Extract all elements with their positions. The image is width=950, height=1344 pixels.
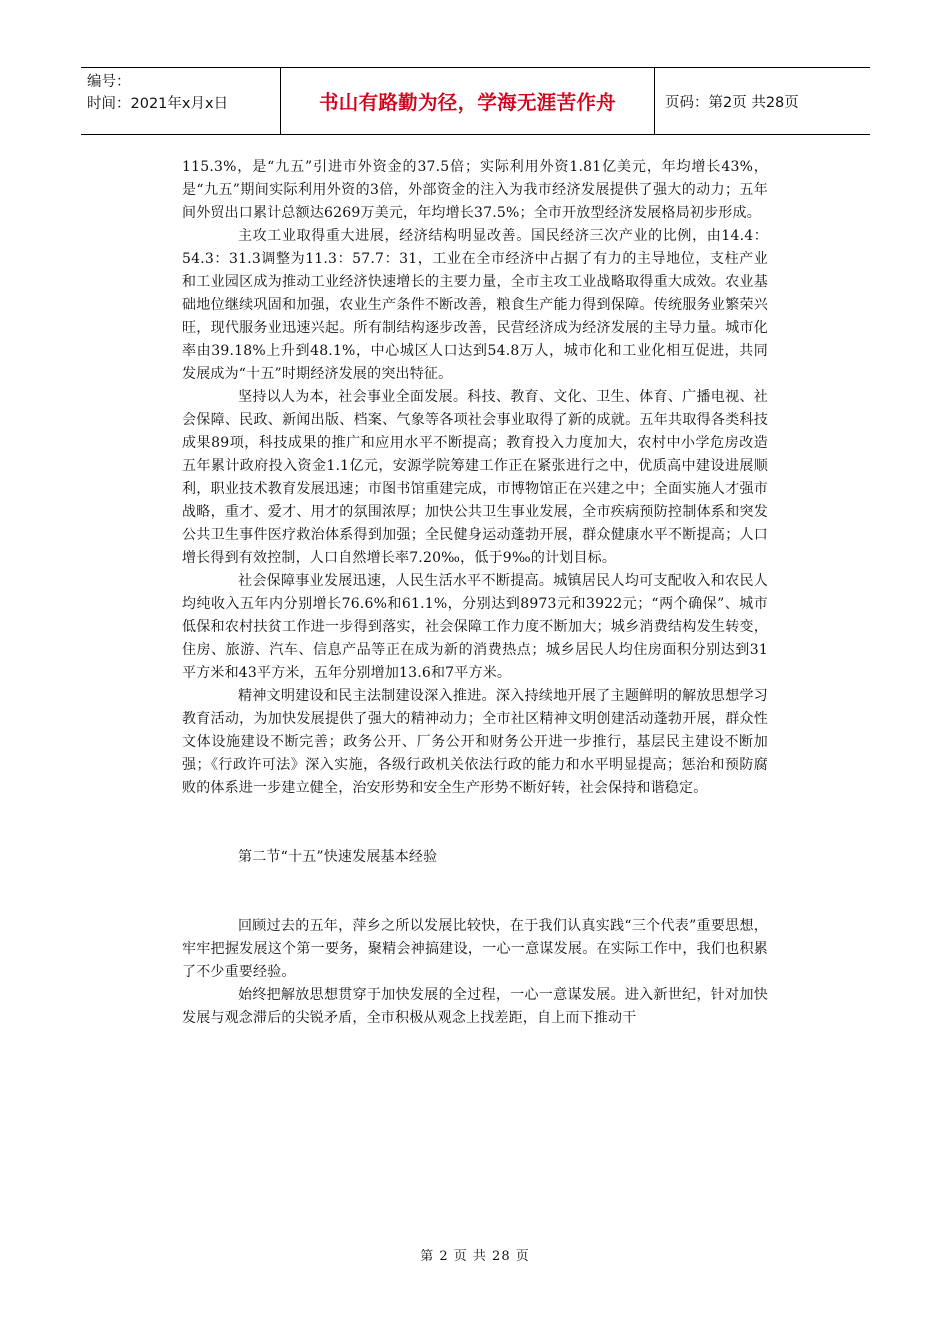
document-body [182,156,768,1030]
section-heading: 第二节“十五”快速发展基本经验 [238,849,438,865]
paragraph-5: 精神文明建设和民主法制建设深入推进。深入持续地开展了主题鲜明的解放思想学习教育活动，为加快发展提供了强大的精神动力；全市社区精神文明创建活动蓬勃开展，群众性文体设施建设不断完善；政务公开、厂务公开和财务公开进一步推行，基层民主建设不断加强；《行政许可法》深入实施，各级行政机关依法行政的能力和水平明显提高；惩治和预防腐败的体系进一步建立健全，治安形势和安全生产形势不断好转，社会保持和谐稳定。 [182,688,768,796]
paragraph-7: 始终把解放思想贯穿于加快发展的全过程，一心一意谋发展。进入新世纪，针对加快发展与观念滞后的尖锐矛盾，全市积极从观念上找差距，自上而下推动干 [182,987,768,1026]
paragraph-4: 社会保障事业发展迅速，人民生活水平不断提高。城镇居民人均可支配收入和农民人均纯收入五年内分别增长76.6%和61.1%，分别达到8973元和3922元；“两个确保”、城市低保和农村扶贫工作进一步得到落实，社会保障工作力度不断加大；城乡消费结构发生转变，住房、旅游、汽车、信息产品等正在成为新的消费热点；城乡居民人均住房面积分别达到31平方米和43平方米，五年分别增加13.6和7平方米。 [182,573,768,681]
paragraph-2: 主攻工业取得重大进展，经济结构明显改善。国民经济三次产业的比例，由14.4：54.3：31.3调整为11.3：57.7：31，工业在全市经济中占据了有力的主导地位，支柱产业和工业园区成为推动工业经济快速增长的主要力量，全市主攻工业战略取得重大成效。农业基础地位继续巩固和加强，农业生产条件不断改善，粮食生产能力得到保障。传统服务业繁荣兴旺，现代服务业迅速兴起。所有制结构逐步改善，民营经济成为经济发展的主导力量。城市化率由39.18%上升到48.1%，中心城区人口达到54.8万人，城市化和工业化相互促进，共同发展成为“十五”时期经济发展的突出特征。 [182,228,768,382]
serial-number-label: 编号： [87,74,131,90]
date-label: 时间：2021年x月x日 [87,96,229,112]
paragraph-6: 回顾过去的五年，萍乡之所以发展比较快，在于我们认真实践“三个代表”重要思想，牢牢把握发展这个第一要务，聚精会神搞建设，一心一意谋发展。在实际工作中，我们也积累了不少重要经验。 [182,918,768,980]
paragraph-1: 115.3%，是“九五”引进市外资金的37.5倍；实际利用外资1.81亿美元，年均增长43%，是“九五”期间实际利用外资的3倍，外部资金的注入为我市经济发展提供了强大的动力；五年间外贸出口累计总额达6269万美元，年均增长37.5%；全市开放型经济发展格局初步形成。 [182,159,768,221]
header-meta [81,68,281,134]
header-page-label: 页码：第2页 共28页 [665,94,799,111]
page-footer: 第 2 页 共 28 页 [420,1249,530,1264]
paragraph-3: 坚持以人为本，社会事业全面发展。科技、教育、文化、卫生、体育、广播电视、社会保障、民政、新闻出版、档案、气象等各项社会事业取得了新的成就。五年共取得各类科技成果89项，科技成果的推广和应用水平不断提高；教育投入力度加大，农村中小学危房改造五年累计政府投入资金1.1亿元，安源学院筹建工作正在紧张进行之中，优质高中建设进展顺利，职业技术教育发展迅速；市图书馆重建完成，市博物馆正在兴建之中；全面实施人才强市战略，重才、爱才、用才的氛围浓厚；加快公共卫生事业发展，全市疾病预防控制体系和突发公共卫生事件医疗救治体系得到加强；全民健身运动蓬勃开展，群众健康水平不断提高；人口增长得到有效控制，人口自然增长率7.20‰，低于9‰的计划目标。 [182,389,768,566]
page-header [81,67,870,135]
header-motto: 书山有路勤为径，学海无涯苦作舟 [281,68,655,134]
